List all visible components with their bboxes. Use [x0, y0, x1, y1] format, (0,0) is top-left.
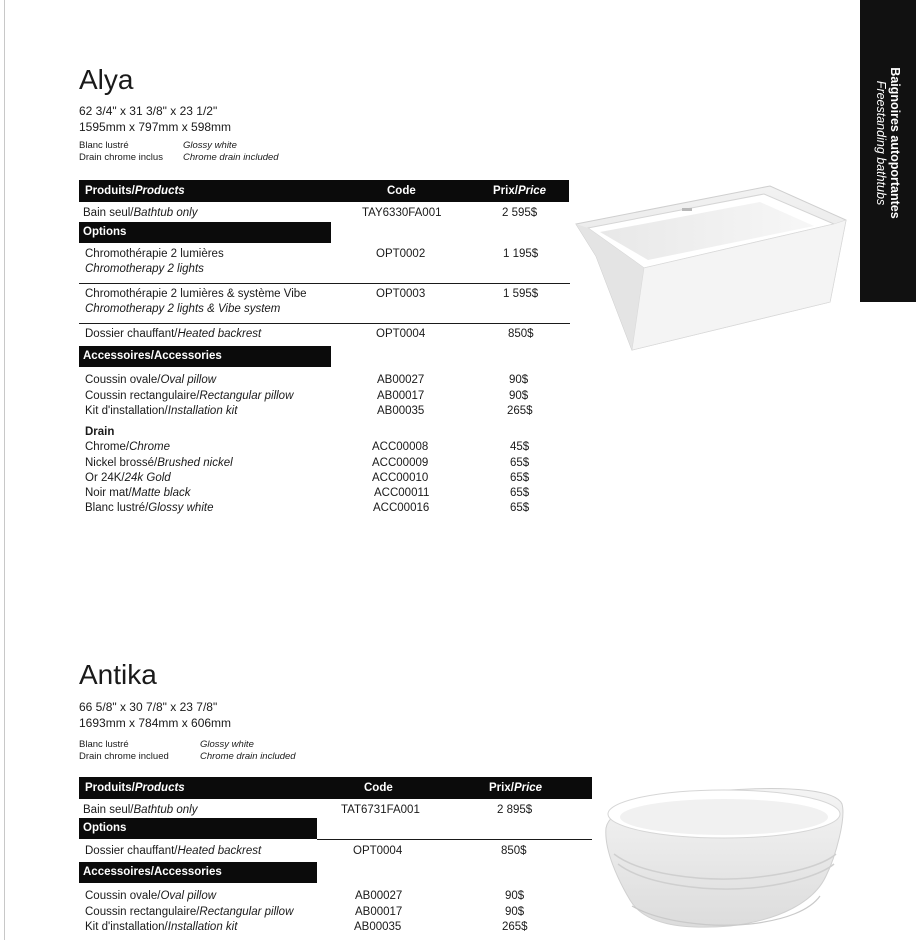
header-price: Prix/Price [489, 782, 543, 794]
header-products: Produits/Products [85, 185, 185, 197]
alya-bathtub-image [574, 184, 850, 354]
drain-price: 65$ [510, 472, 530, 484]
antika-bathtub-image [600, 784, 846, 934]
option-en: Chromotherapy 2 lights & Vibe system [85, 303, 281, 315]
row-divider [79, 283, 570, 284]
accessory-code: AB00017 [377, 390, 425, 402]
option-price: 850$ [508, 328, 534, 340]
category-side-tab [860, 0, 916, 302]
accessory-row: Coussin rectangulaire/Rectangular pillow [85, 390, 294, 402]
accessory-code: AB00035 [377, 405, 425, 417]
accessory-row: Coussin ovale/Oval pillow [85, 374, 217, 386]
drain-row: Noir mat/Matte black [85, 487, 191, 499]
option-en: Chromotherapy 2 lights [85, 263, 204, 275]
accessory-row: Coussin rectangulaire/Rectangular pillow [85, 906, 294, 918]
drain-note-fr: Drain chrome inclus [79, 152, 163, 163]
accessory-price: 265$ [502, 921, 528, 933]
side-tab-en: Freestanding bathtubs [874, 80, 888, 206]
bathtub-code: TAT6731FA001 [341, 804, 420, 816]
row-divider [79, 323, 570, 324]
drain-price: 45$ [510, 441, 530, 453]
drain-note-fr: Drain chrome inclued [79, 751, 169, 762]
side-tab-fr: Baignoires autoportantes [888, 67, 902, 219]
accessories-bar: Accessoires/Accessories [79, 346, 331, 367]
header-code: Code [387, 185, 416, 197]
option-row: Dossier chauffant/Heated backrest [85, 845, 262, 857]
dimensions-imperial: 62 3/4" x 31 3/8" x 23 1/2" [79, 104, 218, 118]
dimensions-imperial: 66 5/8" x 30 7/8" x 23 7/8" [79, 700, 218, 714]
accessory-row: Coussin ovale/Oval pillow [85, 890, 217, 902]
drain-row: Nickel brossé/Brushed nickel [85, 457, 233, 469]
accessory-price: 90$ [505, 890, 525, 902]
accessory-code: AB00017 [355, 906, 403, 918]
drain-price: 65$ [510, 457, 530, 469]
drain-code: ACC00010 [372, 472, 429, 484]
option-code: OPT0002 [376, 248, 426, 260]
finish-en: Glossy white [200, 739, 254, 750]
header-products: Produits/Products [85, 782, 185, 794]
option-row: Dossier chauffant/Heated backrest [85, 328, 262, 340]
finish-fr: Blanc lustré [79, 140, 129, 151]
accessory-price: 90$ [509, 390, 529, 402]
table-row-bathtub: Bain seul/Bathtub only [83, 207, 198, 219]
bathtub-price: 2 595$ [502, 207, 538, 219]
option-fr: Chromothérapie 2 lumières & système Vibe [85, 288, 307, 300]
options-bar: Options [79, 222, 331, 243]
page-edge [4, 0, 5, 940]
accessory-row: Kit d'installation/Installation kit [85, 921, 238, 933]
bathtub-code: TAY6330FA001 [362, 207, 442, 219]
option-code: OPT0004 [376, 328, 426, 340]
option-code: OPT0004 [353, 845, 403, 857]
header-price: Prix/Price [493, 185, 547, 197]
drain-code: ACC00008 [372, 441, 429, 453]
option-code: OPT0003 [376, 288, 426, 300]
accessory-code: AB00027 [377, 374, 425, 386]
header-code: Code [364, 782, 393, 794]
drain-code: ACC00009 [372, 457, 429, 469]
option-price: 850$ [501, 845, 527, 857]
product-title: Alya [79, 64, 134, 95]
accessory-code: AB00035 [354, 921, 402, 933]
drain-price: 65$ [510, 487, 530, 499]
drain-price: 65$ [510, 502, 530, 514]
drain-code: ACC00011 [374, 487, 430, 499]
drain-note-en: Chrome drain included [183, 152, 279, 163]
table-header [79, 777, 592, 799]
option-fr: Chromothérapie 2 lumières [85, 248, 224, 260]
drain-note-en: Chrome drain included [200, 751, 296, 762]
side-tab-text [874, 67, 902, 218]
product-title: Antika [79, 659, 157, 690]
drain-row: Or 24K/24k Gold [85, 472, 171, 484]
accessory-price: 265$ [507, 405, 533, 417]
finish-en: Glossy white [183, 140, 237, 151]
options-bar: Options [79, 818, 317, 839]
row-divider [317, 839, 592, 840]
drain-row: Chrome/Chrome [85, 441, 171, 453]
drain-heading: Drain [85, 426, 115, 438]
drain-code: ACC00016 [373, 502, 430, 514]
dimensions-metric: 1595mm x 797mm x 598mm [79, 120, 232, 134]
accessory-price: 90$ [505, 906, 525, 918]
accessory-row: Kit d'installation/Installation kit [85, 405, 238, 417]
bathtub-price: 2 895$ [497, 804, 533, 816]
drain-row: Blanc lustré/Glossy white [85, 502, 214, 514]
finish-fr: Blanc lustré [79, 739, 129, 750]
table-row-bathtub: Bain seul/Bathtub only [83, 804, 198, 816]
option-price: 1 595$ [503, 288, 539, 300]
accessory-price: 90$ [509, 374, 529, 386]
accessory-code: AB00027 [355, 890, 403, 902]
accessories-bar: Accessoires/Accessories [79, 862, 317, 883]
table-header [79, 180, 569, 202]
dimensions-metric: 1693mm x 784mm x 606mm [79, 716, 232, 730]
option-price: 1 195$ [503, 248, 539, 260]
